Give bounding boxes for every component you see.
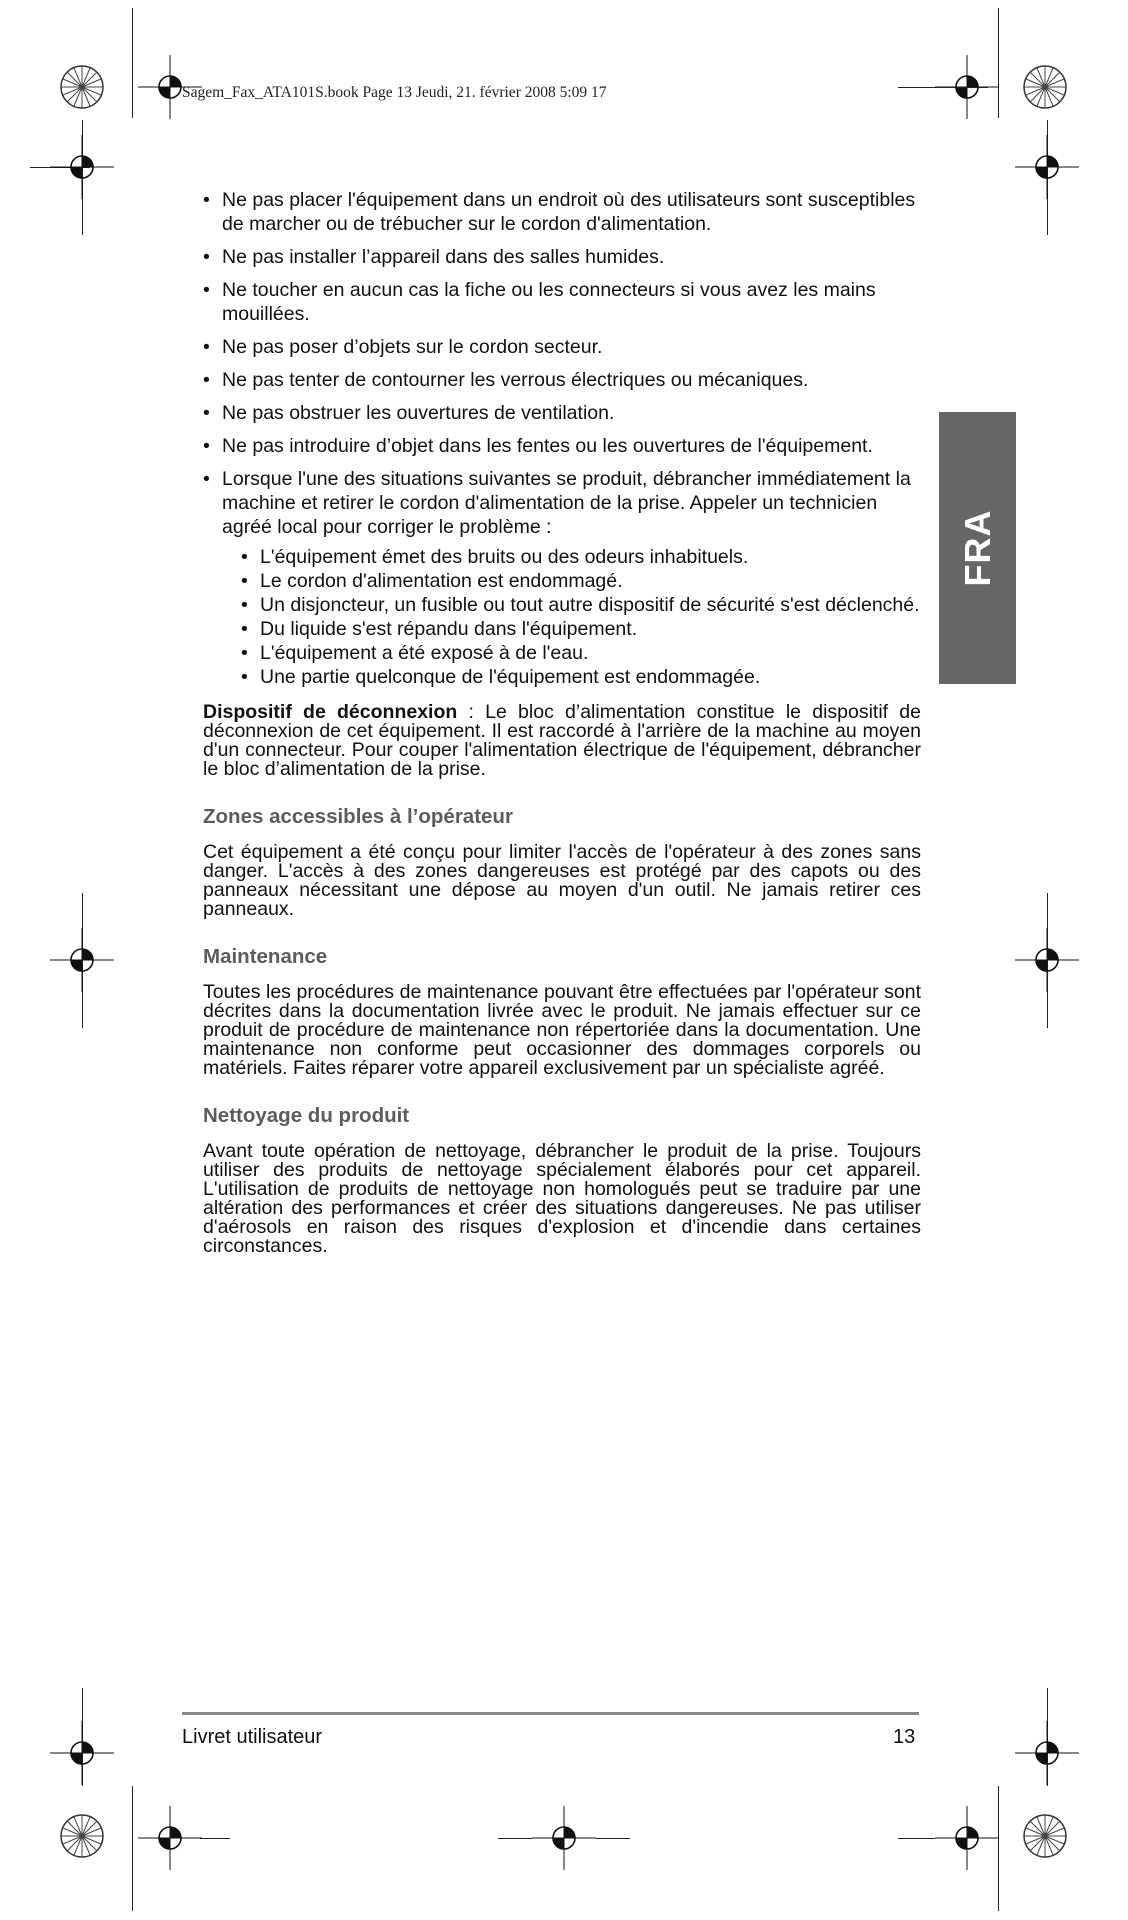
language-tab-label: FRA [956,509,998,587]
crop-line [200,1838,230,1839]
safety-list [203,188,921,689]
section-heading: Maintenance [203,945,328,968]
list-item: • Ne pas tenter de contourner les verrous électriques ou mécaniques. [203,368,921,392]
list-item [203,467,921,689]
crosshair-icon [532,1806,596,1870]
crosshair-icon [50,1721,114,1785]
crop-line [596,1838,630,1839]
page-header-file-info: Sagem_Fax_ATA101S.book Page 13 Jeudi, 21. février 2008 5:09 17 [182,84,607,101]
registration-disc-icon [1022,1813,1068,1859]
list-item: • Ne pas poser d’objets sur le cordon secteur. [203,335,921,359]
list-item-text: Lorsque l'une des situations suivantes se produit, débrancher immédiatement la machine et retirer le cordon d'alimentation de la prise. Appeler un technicien agréé local pour corriger le problème : [222,468,911,538]
sublist-item: • Du liquide s'est répandu dans l'équipement. [241,617,921,641]
language-tab [939,412,1016,684]
registration-disc-icon [59,1813,105,1859]
crosshair-icon [1015,928,1079,992]
crosshair-icon [1015,135,1079,199]
sublist-item: • L'équipement a été exposé à de l'eau. [241,641,921,665]
crosshair-icon [50,928,114,992]
disconnect-paragraph [203,703,921,779]
list-item: • Ne pas introduire d’objet dans les fentes ou les ouvertures de l'équipement. [203,434,921,458]
crosshair-icon [1015,1721,1079,1785]
sublist-item: • Un disjoncteur, un fusible ou tout autre dispositif de sécurité s'est déclenché. [241,593,921,617]
list-item: • Ne pas installer l’appareil dans des salles humides. [203,245,921,269]
crosshair-icon [50,135,114,199]
footer-title: Livret utilisateur [182,1726,323,1748]
section-paragraph: Cet équipement a été conçu pour limiter l'accès de l'opérateur à des zones sans danger. L'accès à des zones dangereuses est protégé par des capots ou des panneaux nécessitant une dépose au moyen d'un outil. Ne jamais retirer ces panneaux. [203,841,921,920]
sublist-item: • Le cordon d'alimentation est endommagé. [241,569,921,593]
sublist-item: • Une partie quelconque de l'équipement est endommagée. [241,665,921,689]
footer-divider [182,1712,919,1715]
registration-disc-icon [59,64,105,110]
sublist-item: • L'équipement émet des bruits ou des odeurs inhabituels. [241,545,921,569]
crop-line [498,1838,532,1839]
section-paragraph: Toutes les procédures de maintenance pouvant être effectuées par l'opérateur sont décrites dans la documentation livrée avec le produit. Ne jamais effectuer sur ce produit de procédure de maintenance non répertoriée dans la documentation. Une maintenance non conforme peut occasionner des dommages corporels ou matériels. Faites réparer votre appareil exclusivement par un spécialiste agréé. [203,981,921,1079]
page-content [203,188,921,1256]
situation-sublist [222,545,921,689]
crosshair-icon [138,1806,202,1870]
registration-disc-icon [1022,64,1068,110]
crosshair-icon [935,1806,999,1870]
crop-line [898,1838,935,1839]
list-item: • Ne pas placer l'équipement dans un endroit où des utilisateurs sont susceptibles de marcher ou de trébucher sur le cordon d'alimentation. [203,188,921,236]
section-heading: Nettoyage du produit [203,1104,410,1127]
crop-line [132,8,133,118]
list-item: • Ne pas obstruer les ouvertures de ventilation. [203,401,921,425]
crop-line [132,1786,133,1911]
section-paragraph: Avant toute opération de nettoyage, débrancher le produit de la prise. Toujours utiliser des produits de nettoyage spécialement élaborés pour cet appareil. L'utilisation de produits de nettoyage non homologués peut se traduire par une altération des performances et créer des situations dangereuses. Ne pas utiliser d'aérosols en raison des risques d'explosion et d'incendie dans certaines circonstances. [203,1140,921,1257]
list-item: • Ne toucher en aucun cas la fiche ou les connecteurs si vous avez les mains mouillées. [203,278,921,326]
section-heading: Zones accessibles à l’opérateur [203,805,513,828]
crop-line [898,87,988,88]
disconnect-text: : Le bloc d’alimentation constitue le dispositif de déconnexion de cet équipement. Il est raccordé à l'arrière de la machine au moyen d'un connecteur. Pour couper l'alimentation électrique de l'équipement, débrancher le bloc d’alimentation de la prise. [203,701,921,780]
disconnect-label: Dispositif de déconnexion [203,701,458,723]
page-number: 13 [893,1726,916,1748]
